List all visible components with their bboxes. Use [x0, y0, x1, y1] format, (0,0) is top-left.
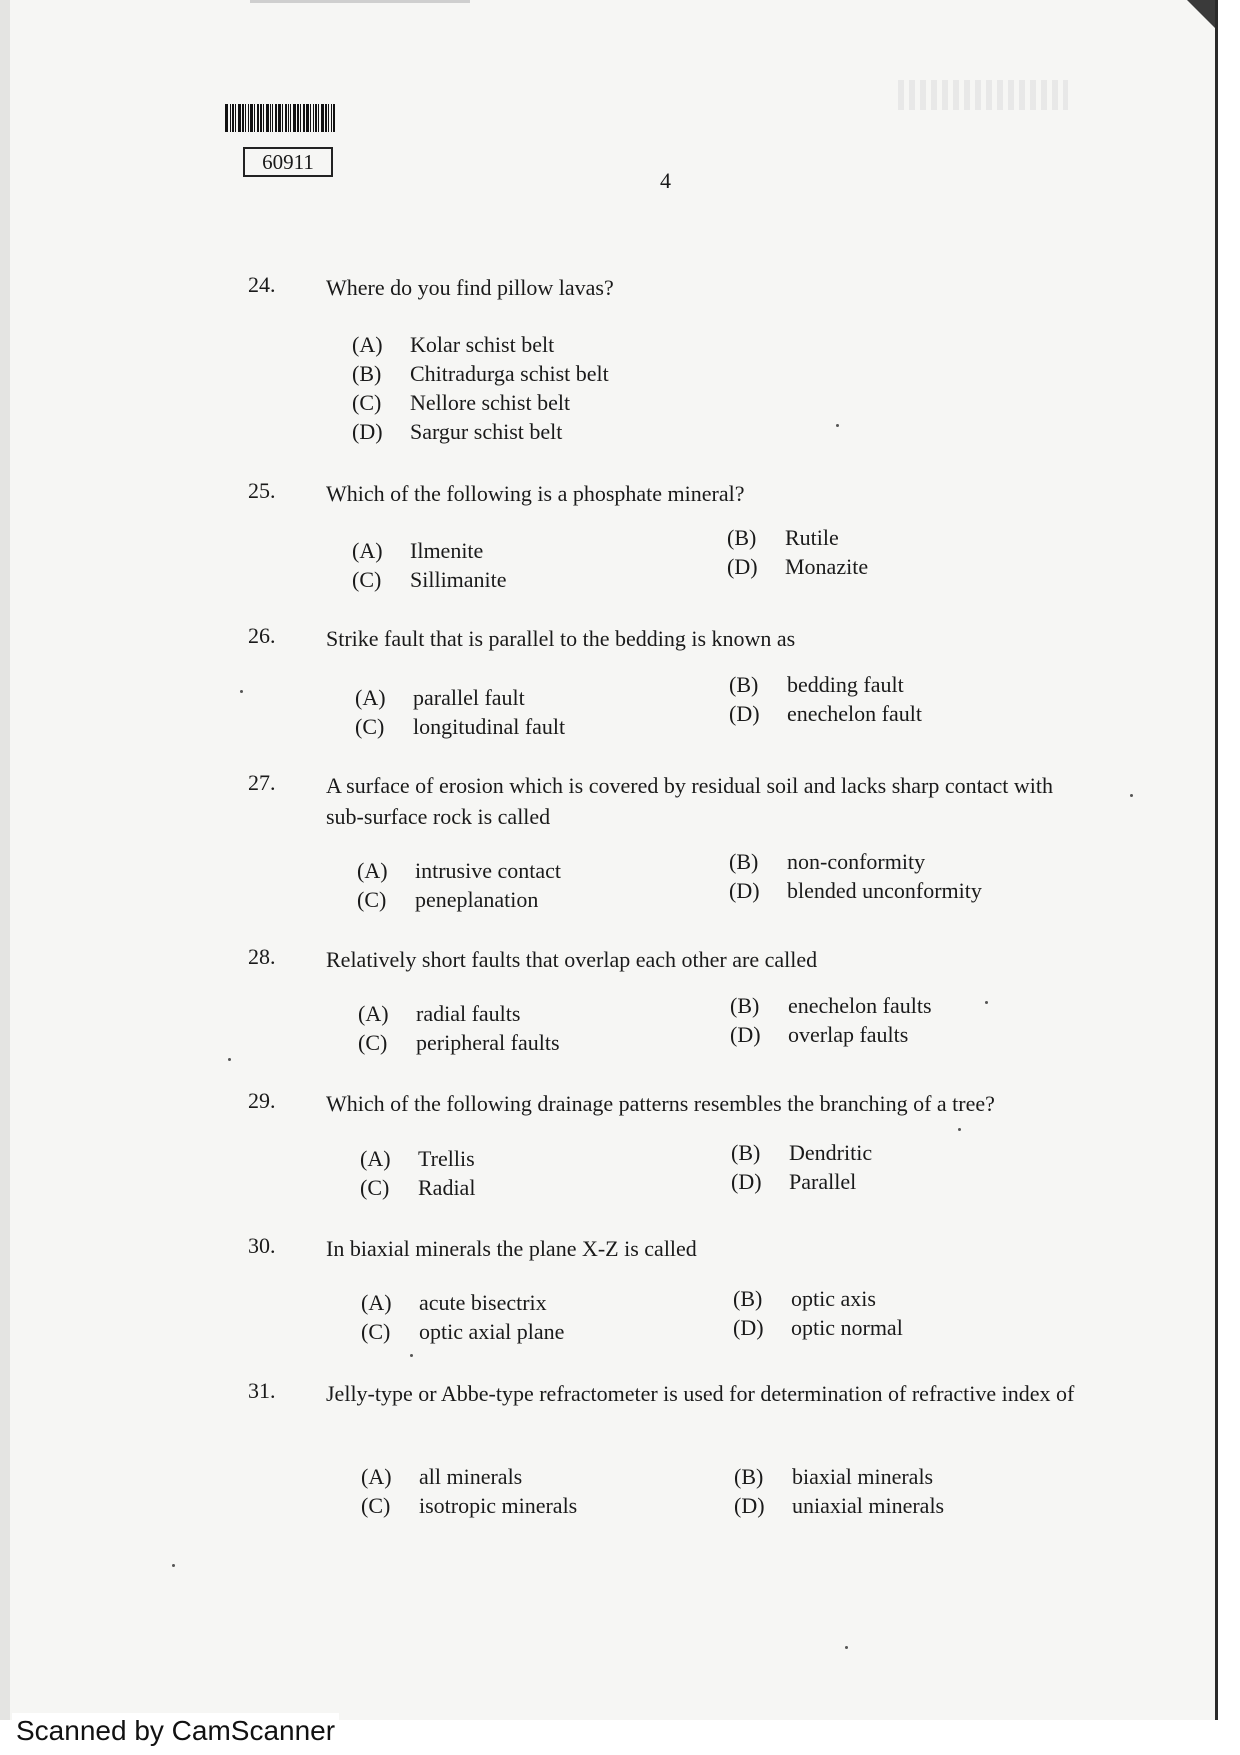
option-a	[361, 1290, 547, 1316]
paper-code: 60911	[243, 147, 333, 177]
option-label: (D)	[729, 878, 760, 903]
barcode-bar	[321, 104, 324, 132]
option-label: (D)	[731, 1169, 762, 1194]
option-label: (C)	[361, 1493, 391, 1518]
barcode-bar	[328, 104, 329, 132]
barcode-bar	[282, 104, 283, 132]
barcode-bar	[300, 104, 301, 132]
option-text: optic axis	[791, 1286, 876, 1311]
option-label: (D)	[727, 554, 758, 579]
option-label: (B)	[727, 525, 757, 550]
option-d	[731, 1169, 856, 1195]
barcode-bar	[310, 104, 311, 132]
barcode-bar	[242, 104, 244, 132]
option-label: (B)	[734, 1464, 764, 1489]
barcode-icon	[225, 104, 390, 132]
option-b	[730, 993, 932, 1019]
option-label: (C)	[355, 714, 385, 739]
scan-speck	[240, 690, 243, 693]
option-text: all minerals	[419, 1464, 523, 1489]
question-text: Relatively short faults that overlap each other are called	[326, 947, 818, 972]
option-d	[730, 1022, 908, 1048]
option-label: (C)	[357, 887, 387, 912]
page-number: 4	[660, 168, 671, 193]
option-text: biaxial minerals	[792, 1464, 934, 1489]
option-b	[727, 525, 839, 551]
option-b	[734, 1464, 933, 1490]
option-d	[729, 878, 982, 904]
question-number: 24.	[248, 272, 276, 297]
barcode-bar	[313, 104, 314, 132]
option-a	[352, 332, 554, 358]
option-a	[355, 685, 525, 711]
barcode-bar	[288, 104, 289, 132]
barcode-bar	[245, 104, 246, 132]
option-label: (B)	[352, 361, 382, 386]
option-label: (C)	[352, 390, 382, 415]
option-label: (D)	[734, 1493, 765, 1518]
barcode-bar	[230, 104, 231, 132]
barcode-bar	[266, 104, 269, 132]
scan-speck	[845, 1646, 848, 1649]
option-label: (B)	[729, 849, 759, 874]
option-text: overlap faults	[788, 1022, 909, 1047]
barcode-bar	[263, 104, 264, 132]
scan-speck	[958, 1128, 961, 1131]
option-label: (D)	[352, 419, 383, 444]
question-number: 26.	[248, 623, 276, 648]
question-number: 30.	[248, 1233, 276, 1258]
option-b	[352, 361, 609, 387]
barcode-bar	[257, 104, 259, 132]
question-text: In biaxial minerals the plane X-Z is called	[326, 1236, 697, 1261]
option-label: (A)	[358, 1001, 389, 1026]
barcode-bar	[333, 104, 335, 132]
option-text: blended unconformity	[787, 878, 982, 903]
option-c	[358, 1030, 560, 1056]
scan-speck	[985, 1001, 988, 1004]
option-text: Parallel	[789, 1169, 857, 1194]
option-d	[734, 1493, 944, 1519]
barcode-bar	[270, 104, 271, 132]
question-text: Where do you find pillow lavas?	[326, 275, 614, 300]
barcode-bar	[285, 104, 287, 132]
option-label: (A)	[361, 1464, 392, 1489]
option-label: (B)	[730, 993, 760, 1018]
scan-speck	[228, 1058, 231, 1061]
option-text: parallel fault	[413, 685, 525, 710]
option-d	[352, 419, 562, 445]
scan-speck	[1130, 794, 1133, 797]
option-c	[352, 390, 570, 416]
option-text: isotropic minerals	[419, 1493, 578, 1518]
option-text: Sillimanite	[410, 567, 507, 592]
barcode-bar	[297, 104, 299, 132]
option-c	[361, 1493, 577, 1519]
option-text: non-conformity	[787, 849, 926, 874]
option-c	[357, 887, 538, 913]
question-text: Which of the following is a phosphate mineral?	[326, 481, 745, 506]
option-c	[352, 567, 507, 593]
barcode-bar	[275, 104, 277, 132]
option-label: (A)	[360, 1146, 391, 1171]
scan-speck	[410, 1354, 413, 1357]
barcode-bar	[331, 104, 332, 132]
option-text: Ilmenite	[410, 538, 484, 563]
barcode-bar	[260, 104, 262, 132]
option-a	[358, 1001, 520, 1027]
option-text: optic normal	[791, 1315, 903, 1340]
option-d	[729, 701, 922, 727]
option-label: (B)	[729, 672, 759, 697]
option-label: (B)	[731, 1140, 761, 1165]
option-text: intrusive contact	[415, 858, 562, 883]
option-label: (B)	[733, 1286, 763, 1311]
option-text: peneplanation	[415, 887, 539, 912]
option-text: uniaxial minerals	[792, 1493, 945, 1518]
question-text: Jelly-type or Abbe-type refractometer is used for determination of refractive index of	[326, 1381, 1075, 1406]
option-label: (A)	[357, 858, 388, 883]
option-label: (A)	[352, 538, 383, 563]
option-label: (C)	[352, 567, 382, 592]
barcode-bar	[278, 104, 281, 132]
barcode-bar	[254, 104, 255, 132]
question-number: 28.	[248, 944, 276, 969]
option-text: bedding fault	[787, 672, 904, 697]
barcode-bar	[315, 104, 317, 132]
option-label: (C)	[360, 1175, 390, 1200]
option-text: longitudinal fault	[413, 714, 566, 739]
question-number: 29.	[248, 1088, 276, 1113]
barcode-bar	[318, 104, 319, 132]
option-b	[729, 849, 925, 875]
option-text: Rutile	[785, 525, 839, 550]
barcode-bar	[225, 104, 228, 132]
option-b	[729, 672, 904, 698]
option-label: (A)	[352, 332, 383, 357]
option-c	[360, 1175, 475, 1201]
barcode-bar	[232, 104, 234, 132]
question-number: 31.	[248, 1378, 276, 1403]
option-c	[361, 1319, 564, 1345]
faint-stamp	[898, 80, 1068, 110]
scan-speck	[172, 1564, 175, 1567]
question-number: 27.	[248, 770, 276, 795]
option-a	[357, 858, 561, 884]
option-label: (D)	[729, 701, 760, 726]
question-text: Strike fault that is parallel to the bedding is known as	[326, 626, 796, 651]
camscanner-watermark: Scanned by CamScanner	[12, 1713, 339, 1749]
barcode-bar	[303, 104, 305, 132]
barcode-bar	[235, 104, 236, 132]
barcode-bar	[325, 104, 327, 132]
option-text: peripheral faults	[416, 1030, 560, 1055]
option-text: Dendritic	[789, 1140, 873, 1165]
option-d	[733, 1315, 903, 1341]
option-text: Chitradurga schist belt	[410, 361, 609, 386]
barcode-bar	[293, 104, 296, 132]
option-text: Trellis	[418, 1146, 475, 1171]
option-text: Sargur schist belt	[410, 419, 563, 444]
option-label: (A)	[361, 1290, 392, 1315]
option-a	[360, 1146, 475, 1172]
barcode-bar	[250, 104, 253, 132]
option-text: Monazite	[785, 554, 869, 579]
option-d	[727, 554, 868, 580]
barcode-bar	[248, 104, 249, 132]
option-text: acute bisectrix	[419, 1290, 547, 1315]
folded-corner	[1187, 0, 1215, 28]
barcode-bar	[306, 104, 309, 132]
barcode-bar	[238, 104, 241, 132]
scan-speck	[836, 424, 839, 427]
question-text: A surface of erosion which is covered by residual soil and lacks sharp contact with sub-surface rock is called	[326, 773, 1054, 829]
option-text: optic axial plane	[419, 1319, 565, 1344]
option-text: Radial	[418, 1175, 476, 1200]
option-label: (C)	[358, 1030, 388, 1055]
option-text: Nellore schist belt	[410, 390, 571, 415]
barcode-bar	[272, 104, 273, 132]
option-label: (A)	[355, 685, 386, 710]
barcode-bar	[290, 104, 291, 132]
option-label: (D)	[730, 1022, 761, 1047]
option-b	[733, 1286, 876, 1312]
option-text: Kolar schist belt	[410, 332, 555, 357]
option-b	[731, 1140, 872, 1166]
option-label: (D)	[733, 1315, 764, 1340]
scan-artifact	[250, 0, 470, 3]
option-label: (C)	[361, 1319, 391, 1344]
option-text: enechelon faults	[788, 993, 932, 1018]
option-c	[355, 714, 565, 740]
question-text: Which of the following drainage patterns resembles the branching of a tree?	[326, 1091, 995, 1116]
question-number: 25.	[248, 478, 276, 503]
option-text: enechelon fault	[787, 701, 922, 726]
page-edge-shadow	[0, 0, 10, 1720]
option-a	[361, 1464, 522, 1490]
option-a	[352, 538, 483, 564]
option-text: radial faults	[416, 1001, 521, 1026]
